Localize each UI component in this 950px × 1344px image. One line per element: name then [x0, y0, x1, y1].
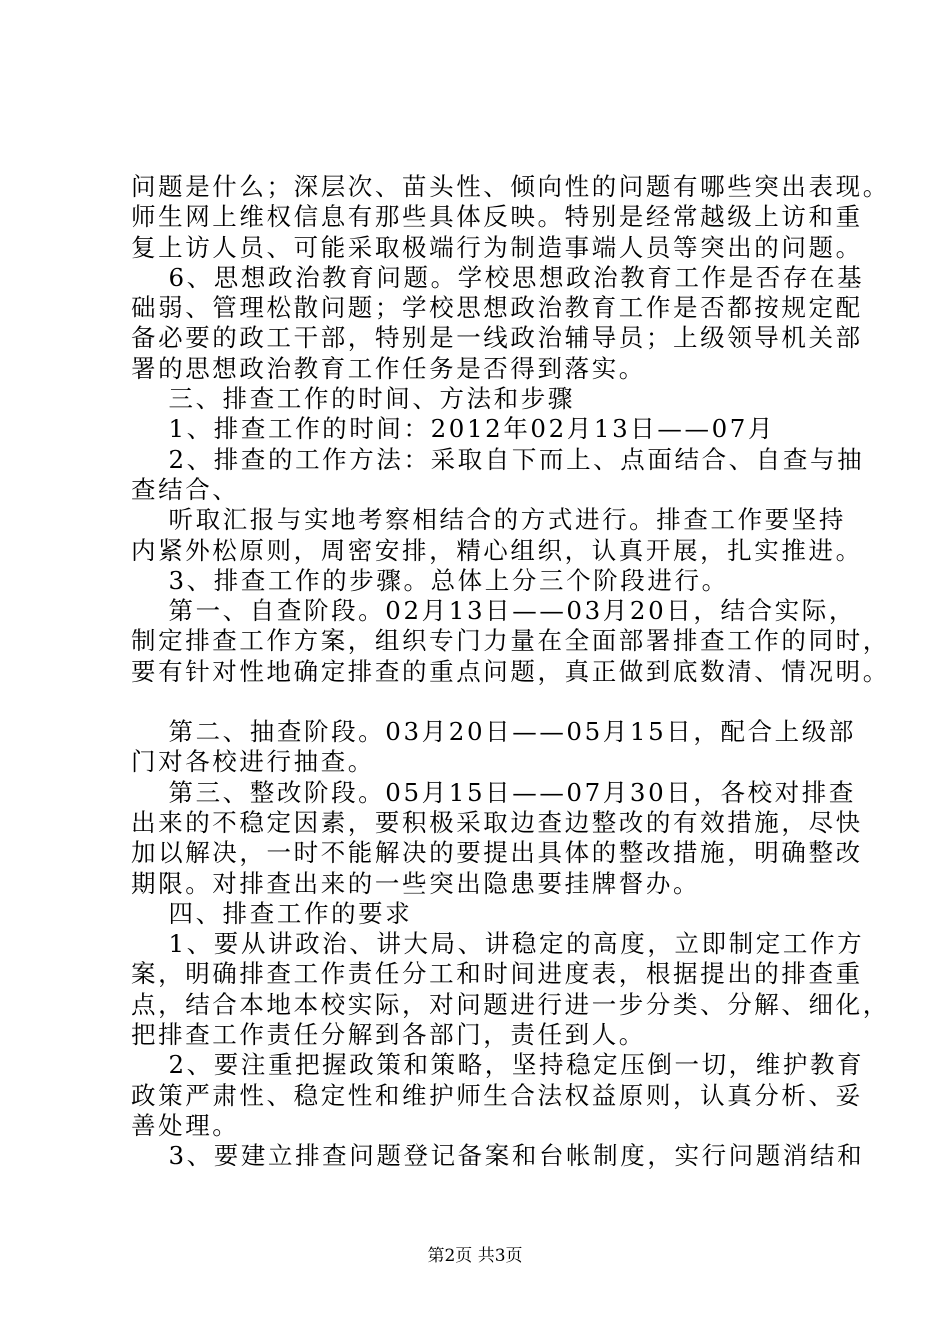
text-line: 政策严肃性、稳定性和维护师生合法权益原则，认真分析、妥	[131, 1080, 863, 1110]
text-line: 出来的不稳定因素，要积极采取边查边整改的有效措施，尽快	[131, 807, 863, 837]
blank-line	[131, 687, 831, 717]
text-line: 要有针对性地确定排查的重点问题，真正做到底数清、情况明。	[131, 656, 890, 686]
text-line: 1、要从讲政治、讲大局、讲稳定的高度，立即制定工作方	[131, 929, 865, 959]
document-body	[131, 172, 890, 1172]
text-line: 听取汇报与实地考察相结合的方式进行。排查工作要坚持	[131, 505, 846, 535]
text-line: 复上访人员、可能采取极端行为制造事端人员等突出的问题。	[131, 232, 863, 262]
text-line: 1、排查工作的时间：2012年02月13日——07月	[131, 414, 776, 444]
section-heading: 四、排查工作的要求	[131, 898, 413, 928]
text-line: 2、排查的工作方法：采取自下而上、点面结合、自查与抽	[131, 444, 865, 474]
text-line: 善处理。	[131, 1110, 240, 1140]
page-number-footer: 第2页 共3页	[427, 1246, 523, 1266]
text-line: 3、排查工作的步骤。总体上分三个阶段进行。	[131, 565, 729, 595]
text-line: 2、要注重把握政策和策略，坚持稳定压倒一切，维护教育	[131, 1050, 865, 1080]
text-line: 制定排查工作方案，组织专门力量在全面部署排查工作的同时，	[131, 626, 890, 656]
text-line: 6、思想政治教育问题。学校思想政治教育工作是否存在基	[131, 262, 865, 292]
text-line: 查结合、	[131, 474, 240, 504]
text-line: 础弱、管理松散问题；学校思想政治教育工作是否都按规定配	[131, 293, 863, 323]
text-line: 点，结合本地本校实际，对问题进行进一步分类、分解、细化，	[131, 989, 890, 1019]
text-line: 第二、抽查阶段。03月20日——05月15日，配合上级部	[131, 717, 856, 747]
text-line: 门对各校进行抽查。	[131, 747, 375, 777]
text-line: 加以解决，一时不能解决的要提出具体的整改措施，明确整改	[131, 838, 863, 868]
text-line: 备必要的政工干部，特别是一线政治辅导员；上级领导机关部	[131, 323, 863, 353]
text-line: 师生网上维权信息有那些具体反映。特别是经常越级上访和重	[131, 202, 863, 232]
text-line: 案，明确排查工作责任分工和时间进度表，根据提出的排查重	[131, 959, 863, 989]
text-line: 第一、自查阶段。02月13日——03月20日，结合实际，	[131, 596, 856, 626]
section-heading: 三、排查工作的时间、方法和步骤	[131, 384, 575, 414]
text-line: 3、要建立排查问题登记备案和台帐制度，实行问题消结和	[131, 1141, 865, 1171]
text-line: 内紧外松原则，周密安排，精心组织，认真开展，扎实推进。	[131, 535, 863, 565]
text-line: 期限。对排查出来的一些突出隐患要挂牌督办。	[131, 868, 701, 898]
text-line: 把排查工作责任分解到各部门，责任到人。	[131, 1020, 646, 1050]
text-line: 第三、整改阶段。05月15日——07月30日，各校对排查	[131, 777, 856, 807]
text-line: 署的思想政治教育工作任务是否得到落实。	[131, 353, 646, 383]
text-line: 问题是什么；深层次、苗头性、倾向性的问题有哪些突出表现。	[131, 172, 890, 201]
